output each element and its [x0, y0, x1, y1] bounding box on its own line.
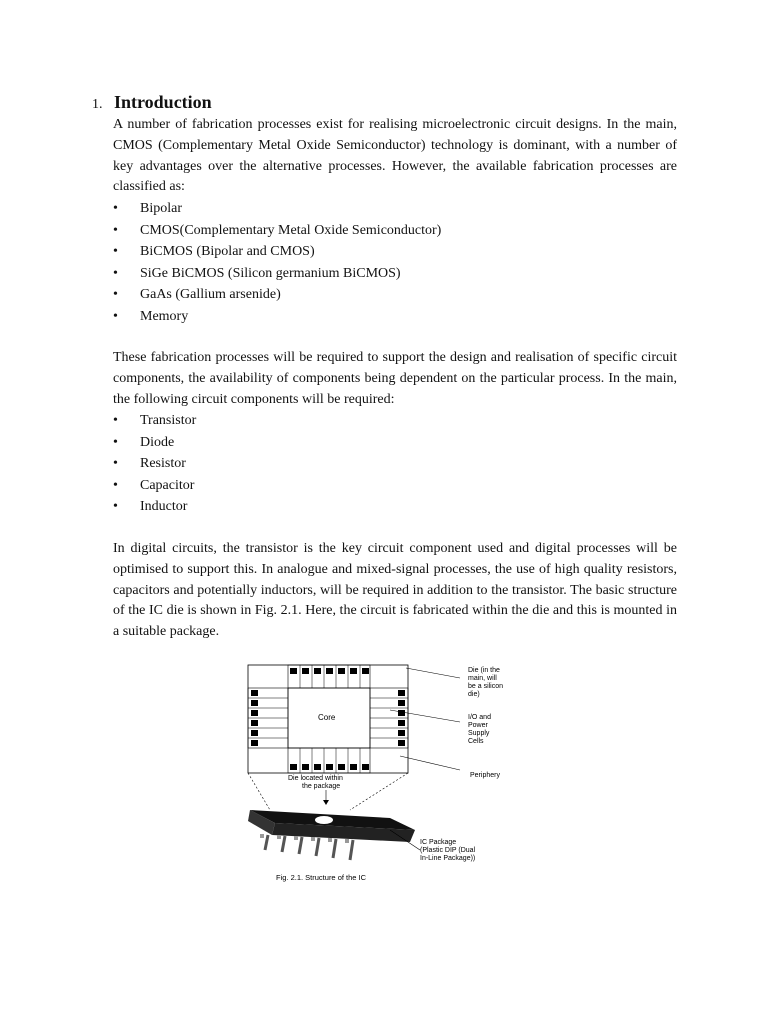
bullet-icon: • — [113, 244, 118, 260]
list-item: • GaAs (Gallium arsenide) — [113, 284, 441, 306]
svg-text:Power: Power — [468, 722, 488, 729]
die-arrow — [406, 668, 460, 678]
bullet-icon: • — [113, 201, 118, 216]
core-label: Core — [318, 713, 336, 722]
bullet-icon: • — [113, 456, 118, 472]
list-item: • Diode — [113, 432, 196, 454]
bullet-icon: • — [113, 265, 118, 281]
svg-text:In-Line Package)): In-Line Package)) — [420, 855, 476, 862]
ic-package-drawing — [248, 810, 415, 860]
figure-caption: Fig. 2.1. Structure of the IC — [276, 873, 367, 882]
periphery-label: Periphery — [470, 772, 500, 779]
bullet-icon: • — [113, 499, 118, 515]
bullet-icon: • — [113, 434, 118, 450]
periphery-arrow — [400, 756, 460, 770]
bullet-icon: • — [113, 308, 118, 324]
section-title: Introduction — [114, 92, 212, 112]
svg-text:I/O and: I/O and — [468, 714, 491, 721]
list-item: • BiCMOS (Bipolar and CMOS) — [113, 241, 441, 263]
package-label — [420, 839, 476, 862]
list-item: • Inductor — [113, 496, 196, 518]
bullet-icon: • — [113, 477, 118, 493]
svg-text:be a silicon: be a silicon — [468, 683, 504, 690]
list-item: • Bipolar — [113, 198, 441, 220]
list-item: • CMOS(Complementary Metal Oxide Semiconductor) — [113, 220, 441, 242]
svg-text:(Plastic DIP (Dual: (Plastic DIP (Dual — [420, 847, 476, 854]
section-number: 1. — [92, 97, 103, 112]
io-label — [468, 714, 491, 745]
list-item: • Resistor — [113, 453, 196, 475]
component-list — [113, 410, 196, 518]
intro-paragraph: A number of fabrication processes exist for realising microelectronic circuit designs. In the main, CMOS (Complementary Metal Oxide Semiconductor) technology is dominant, with a number of key advantages over the alternative processes. However, the available fabrication processes are classified as: — [113, 117, 677, 195]
bullet-icon: • — [113, 287, 118, 303]
svg-text:IC Package: IC Package — [420, 839, 457, 846]
svg-text:the package: the package — [302, 783, 341, 790]
list-item: • SiGe BiCMOS (Silicon germanium BiCMOS) — [113, 263, 441, 285]
components-paragraph: These fabrication processes will be required to support the design and realisation of specific circuit components, the availability of components being dependent on the particular process. In the main, the following circuit components will be required: — [113, 350, 677, 407]
list-item: • Capacitor — [113, 475, 196, 497]
svg-text:Supply: Supply — [468, 730, 490, 737]
dashed-guide-left — [248, 773, 270, 810]
svg-text:die): die) — [468, 691, 480, 698]
structure-paragraph: In digital circuits, the transistor is the key circuit component used and digital processes will be optimised to support this. In analogue and mixed-signal processes, the use of high quality resistors, capacitors and potentially inductors, will be required in addition to the transistor. The basic structure of the IC die is shown in Fig. 2.1. Here, the circuit is fabricated within the die and this is mounted in a suitable package. — [113, 541, 677, 640]
ic-structure-figure — [240, 660, 540, 890]
svg-text:Die (in the: Die (in the — [468, 667, 500, 674]
list-item: • Transistor — [113, 410, 196, 432]
list-item: • Memory — [113, 306, 441, 328]
bullet-icon: • — [113, 413, 118, 428]
svg-text:main, will: main, will — [468, 675, 497, 682]
process-list — [113, 198, 441, 328]
section-heading — [92, 92, 212, 113]
bullet-icon: • — [113, 222, 118, 238]
svg-text:Die located within: Die located within — [288, 775, 343, 782]
svg-text:Cells: Cells — [468, 738, 484, 745]
die-label — [468, 667, 503, 698]
dashed-guide-right — [350, 773, 408, 810]
located-label — [288, 775, 343, 790]
